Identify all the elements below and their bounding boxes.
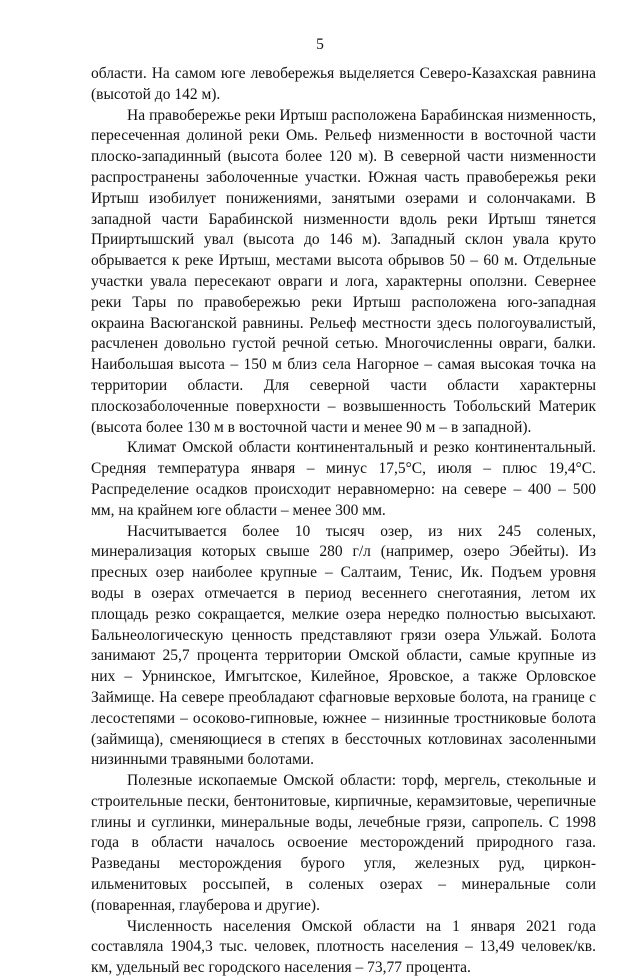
paragraph-climate: Климат Омской области континентальный и резко континентальный. Средняя температура января – минус 17,5°С, июля – плюс 19,4°С. Распределение осадков происходит неравномерно: на севере – 400 – 500 мм, на крайнем юге области – менее 300 мм.: [91, 439, 596, 519]
paragraph-relief-right-bank: На правобережье реки Иртыш расположена Барабинская низменность, пересеченная долиной реки Омь. Рельеф низменности в восточной части плоско-западинный (высота более 120 м). В северной части низменности распространены заболоченные участки. Южная часть правобережья реки Иртыш изобилует понижениями, занятыми озерами и солончаками. В западной части Барабинской низменности вдоль реки Иртыш тянется Прииртышский увал (высота до 146 м). Западный склон увала круто обрывается к реке Иртыш, местами высота обрывов 50 – 60 м. Отдельные участки увала пересекают овраги и лога, характерны оползни. Севернее реки Тары по правобережью реки Иртыш расположена юго-западная окраина Васюганской равнины. Рельеф местности здесь пологоувалистый, расчленен довольно густой речной сетью. Многочисленны овраги, балки. Наибольшая высота – 150 м близ села Нагорное – самая высокая точка на территории области. Для северной части области характерны плоскозаболоченные поверхности – возвышенность Тобольский Материк (высота более 130 м в восточной части и менее 90 м – в западной).: [91, 106, 596, 436]
document-body: [91, 64, 596, 979]
paragraph-population: Численность населения Омской области на 1 января 2021 года составляла 1904,3 тыс. человек, плотность населения – 13,49 человек/кв. км, удельный вес городского населения – 73,77 процента.: [91, 917, 596, 977]
page-number: 5: [316, 36, 324, 53]
paragraph-lakes-and-bogs: Насчитывается более 10 тысяч озер, из них 245 соленых, минерализация которых свыше 280 г/л (например, озеро Эбейты). Из пресных озер наиболее крупные – Салтаим, Тенис, Ик. Подъем уровня воды в озерах отмечается в период весеннего снеготаяния, летом их площадь резко сокращается, мелкие озера нередко полностью высыхают. Бальнеологическую ценность представляют грязи озера Ульжай. Болота занимают 25,7 процента территории Омской области, самые крупные из них – Урнинское, Имгытское, Килейное, Яровское, а также Орловское Займище. На севере преобладают сфагновые верховые болота, на границе с лесостепями – осоково-гипновые, южнее – низинные тростниковые болота (займища), сменяющиеся в степях в бессточных котловинах засоленными низинными травяными болотами.: [91, 522, 596, 769]
paragraph-minerals: Полезные ископаемые Омской области: торф, мергель, стекольные и строительные пески, бентонитовые, кирпичные, керамзитовые, черепичные глины и суглинки, минеральные воды, лечебные грязи, сапропель. С 1998 года в области началось освоение месторождений природного газа. Разведаны месторождения бурого угля, железных руд, циркон-ильменитовых россыпей, в соленых озерах – минеральные соли (поваренная, глауберова и другие).: [91, 772, 596, 914]
paragraph-left-bank-end: области. На самом юге левобережья выделяется Северо-Казахская равнина (высотой до 142 м).: [91, 65, 596, 103]
